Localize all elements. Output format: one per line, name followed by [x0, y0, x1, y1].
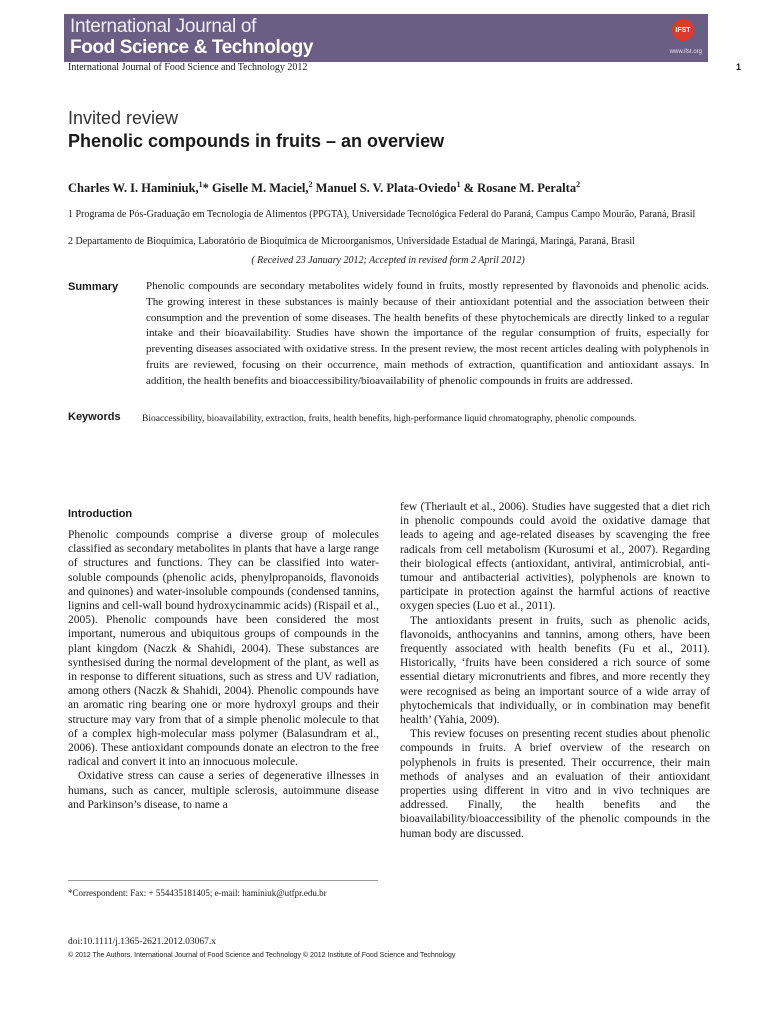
ifst-url: www.ifst.org [669, 49, 702, 55]
journal-name-line2: Food Science & Technology [70, 37, 314, 58]
introduction-heading: Introduction [68, 508, 133, 520]
author-name: Giselle M. Maciel, [211, 181, 309, 196]
body-column-left [68, 528, 379, 812]
paragraph: Oxidative stress can cause a series of degenerative illnesses in humans, such as cancer, multiple sclerosis, autoimmune disease and Parkinson’s disease, to name a [68, 770, 379, 811]
author-name: Charles W. I. Haminiuk, [68, 181, 199, 196]
affiliation-2: 2 Departamento de Bioquímica, Laboratório de Bioquímica de Microorganismos, Universidade Estadual de Maringá, Maringá, Paraná, Brasil [68, 236, 635, 247]
page-number: 1 [736, 62, 742, 72]
keywords-label: Keywords [68, 411, 121, 423]
paragraph: Phenolic compounds comprise a diverse group of molecules classified as secondary metabolites in plants that have a large range of structures and functions. They can be classified into water-soluble compounds (phenolic acids, phenylpropanoids, flavonoids and quinones) and water-insoluble compounds (condensed tannins, lignins and cell-wall bound hydroxycinammic acids) (Rispail et al., 2005). Phenolic compounds have been considered the most important, numerous and ubiquitous groups of compounds in the plant kingdom (Naczk & Shahidi, 2004). These substances are synthesised during the normal development of the plant, as well as in response to different situations, such as stress and UV radiation, among others (Naczk & Shahidi, 2004). Phenolic compounds have an aromatic ring bearing one or more hydroxyl groups and their structure may vary from that of a simple phenolic molecule to that of a complex high-molecular mass polymer (Balasundram et al., 2006). These antioxidant compounds donate an electron to the free radical and convert it into an innocuous molecule. [68, 529, 379, 769]
author-name: Manuel S. V. Plata-Oviedo [315, 181, 457, 196]
correspondent-footnote: *Correspondent: Fax: + 554435181405; e-mail: haminiuk@utfpr.edu.br [68, 888, 327, 898]
summary-text: Phenolic compounds are secondary metabolites widely found in fruits, mostly represented by flavonoids and phenolic acids. The growing interest in these substances is mainly because of their antioxidant potential and the association between their consumption and the prevention of some diseases. The health benefits of these phytochemicals are directly linked to a regular intake and their bioavailability. Studies have shown the importance of the regular consumption of fruits, especially for preventing diseases associated with oxidative stress. In the present review, the most recent articles dealing with polyphenols in fruits are reviewed, focusing on their occurrence, main methods of extraction, quantification and antioxidant assays. In addition, the health benefits and bioaccessibility/bioavailability of phenolic compounds in fruits are addressed. [146, 280, 709, 387]
corresponding-mark: * [202, 181, 209, 196]
keywords-text: Bioaccessibility, bioavailability, extraction, fruits, health benefits, high-performance liquid chromatography, phenolic compounds. [142, 414, 637, 424]
affiliation-1: 1 Programa de Pós-Graduação em Tecnologia de Alimentos (PPGTA), Universidade Tecnológica Federal do Paraná, Campus Campo Mourão, Paraná, Brasil [68, 209, 696, 220]
received-dates: ( Received 23 January 2012; Accepted in revised form 2 April 2012) [251, 255, 525, 266]
doi: doi:10.1111/j.1365-2621.2012.03067.x [68, 937, 217, 947]
paragraph: This review focuses on presenting recent studies about phenolic compounds in fruits. A brief overview of the research on polyphenols in fruits is presented. Their occurrence, their main methods of analyses and an evaluation of their antioxidant properties using different in vitro and in vivo techniques are addressed. Finally, the health benefits and the bioavailability/bioaccessibility of the phenolic compounds in the human body are discussed. [400, 728, 710, 840]
body-column-right [400, 500, 710, 841]
author-affiliation-mark: 1 [198, 180, 203, 189]
journal-banner [64, 14, 708, 62]
copyright-line: © 2012 The Authors. International Journal of Food Science and Technology © 2012 Institute of Food Science and Technology [68, 952, 456, 959]
footnote-divider [68, 880, 378, 881]
summary-label: Summary [68, 281, 119, 293]
article-type: Invited review [68, 108, 179, 128]
author-affiliation-mark: 2 [576, 180, 581, 189]
author-name: & Rosane M. Peralta [463, 181, 577, 196]
author-affiliation-mark: 1 [456, 180, 461, 189]
paragraph: The antioxidants present in fruits, such as phenolic acids, flavonoids, anthocyanins and tannins, among others, have been frequently associated with health benefits (Fu et al., 2011). Historically, ‘fruits have been considered a rich source of some essential dietary micronutrients and fibres, and more recently they were recognised as being an important source of a wide array of phytochemicals that individually, or in combination may benefit health’ (Yahia, 2009). [400, 614, 710, 727]
ifst-logo: IFST [672, 19, 694, 41]
author-list [68, 180, 580, 196]
journal-name-line1: International Journal of [70, 16, 257, 37]
running-head: International Journal of Food Science and Technology 2012 [68, 62, 308, 73]
author-affiliation-mark: 2 [308, 180, 313, 189]
article-title: Phenolic compounds in fruits – an overview [68, 131, 445, 151]
paragraph: few (Theriault et al., 2006). Studies have suggested that a diet rich in phenolic compounds could avoid the oxidative damage that leads to ageing and age-related diseases by scavenging the free radicals from cell metabolism (Kurosumi et al., 2007). Regarding their biological effects (antioxidant, antiviral, antimicrobial, anti-tumour and antibacterial activities), polyphenols are known to participate in protection against the harmful actions of reactive oxygen species (Luo et al., 2011). [400, 501, 710, 613]
